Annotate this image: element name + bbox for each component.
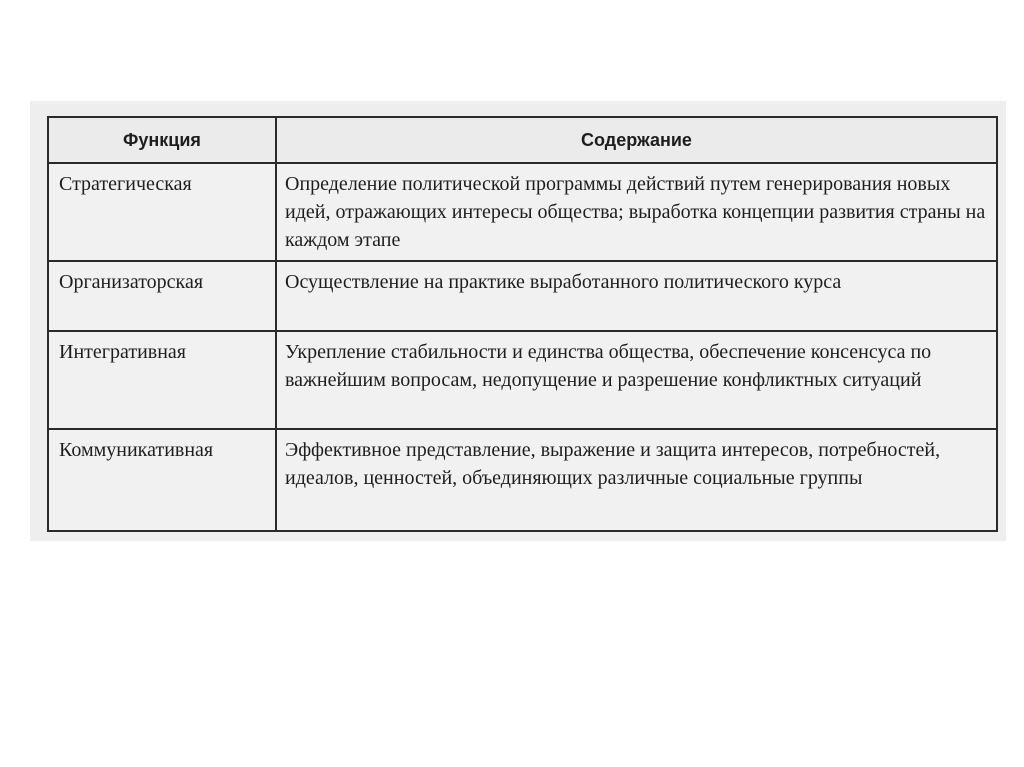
function-cell: Интегративная bbox=[48, 331, 276, 429]
content-cell: Эффективное представление, выражение и защита интересов, потребностей, идеалов, ценностей, объединяющих различные социальные группы bbox=[276, 429, 997, 531]
header-function: Функция bbox=[48, 117, 276, 163]
table-row bbox=[48, 163, 997, 261]
table-row bbox=[48, 429, 997, 531]
table-row bbox=[48, 331, 997, 429]
header-content: Содержание bbox=[276, 117, 997, 163]
content-cell: Определение политической программы действий путем генерирования новых идей, отражающих интересы общества; выработка концепции развития страны на каждом этапе bbox=[276, 163, 997, 261]
table-header-row bbox=[48, 117, 997, 163]
table-image bbox=[30, 101, 1006, 541]
function-cell: Коммуникативная bbox=[48, 429, 276, 531]
functions-table bbox=[47, 116, 998, 532]
function-cell: Организаторская bbox=[48, 261, 276, 331]
content-cell: Укрепление стабильности и единства общества, обеспечение консенсуса по важнейшим вопросам, недопущение и разрешение конфликтных ситуаций bbox=[276, 331, 997, 429]
content-cell: Осуществление на практике выработанного политического курса bbox=[276, 261, 997, 331]
function-cell: Стратегическая bbox=[48, 163, 276, 261]
table-row bbox=[48, 261, 997, 331]
